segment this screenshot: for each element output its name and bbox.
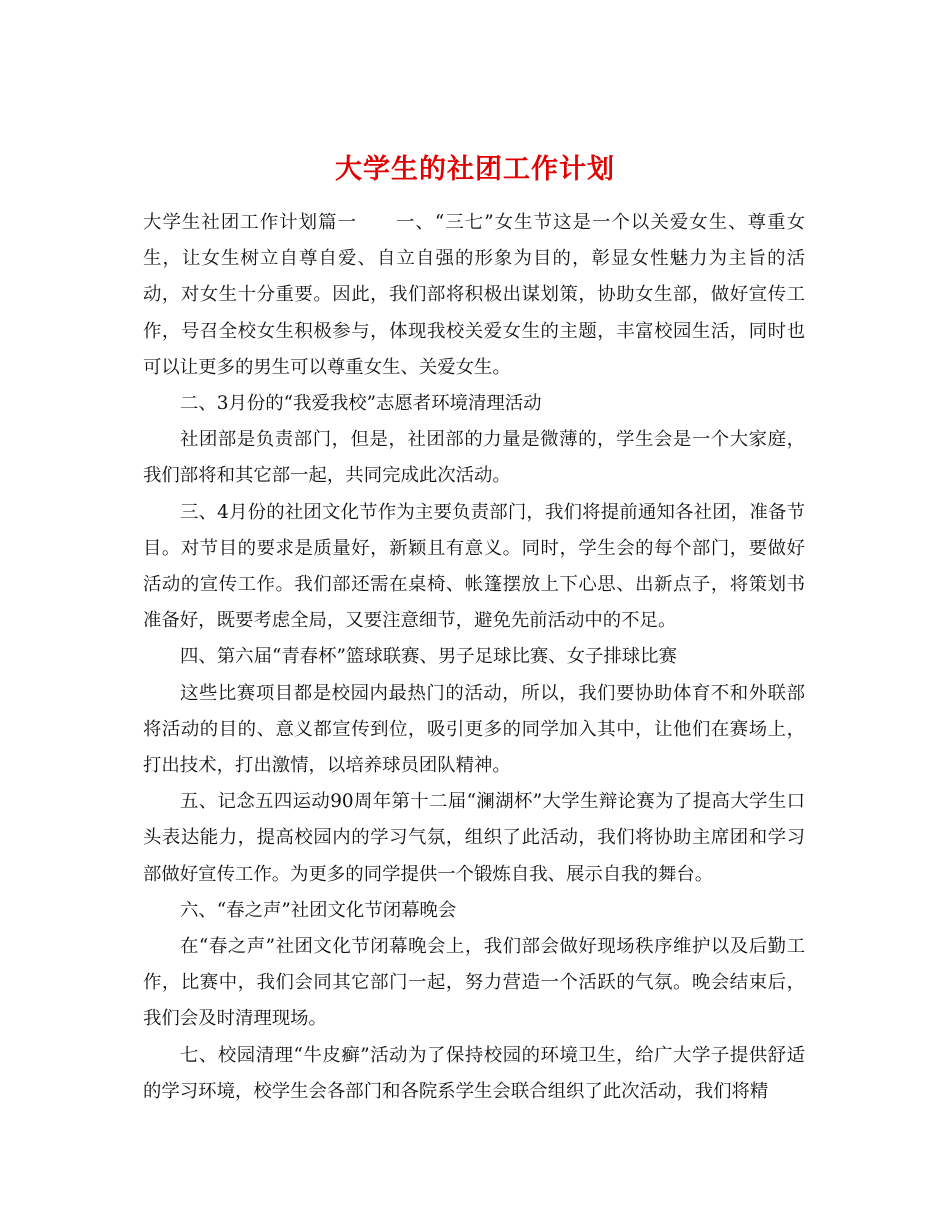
document-title: 大学生的社团工作计划 (335, 154, 615, 186)
paragraph-item-6-heading: 六、“春之声”社团文化节闭幕晚会 (180, 899, 457, 921)
paragraph-item-4-heading: 四、第六届“青春杯”篮球联赛、男子足球比赛、女子排球比赛 (180, 646, 677, 668)
paragraph-intro-item-1: 大学生社团工作计划篇一 一、“三七”女生节这是一个以关爱女生、尊重女生，让女生树立自尊自爱、自立自强的形象为目的，彰显女性魅力为主旨的活动，对女生十分重要。因此，我们部将积极出谋划策，协助女生部，做好宣传工作，号召全校女生积极参与，体现我校关爱女生的主题，丰富校园生活，同时也可以让更多的男生可以尊重女生、关爱女生。 (143, 212, 805, 378)
paragraph-item-7: 七、校园清理“牛皮癣”活动为了保持校园的环境卫生，给广大学子提供舒适的学习环境，校学生会各部门和各院系学生会联合组织了此次活动，我们将精 (143, 1044, 805, 1102)
paragraph-item-5: 五、记念五四运动90周年第十二届“澜湖杯”大学生辩论赛为了提高大学生口头表达能力，提高校园内的学习气氛，组织了此活动，我们将协助主席团和学习部做好宣传工作。为更多的同学提供一个锻炼自我、展示自我的舞台。 (143, 791, 805, 885)
document-body (143, 205, 805, 1110)
paragraph-item-2-heading: 二、3月份的“我爱我校”志愿者环境清理活动 (180, 393, 542, 415)
paragraph-item-3: 三、4月份的社团文化节作为主要负责部门，我们将提前通知各社团，准备节目。对节目的要求是质量好，新颖且有意义。同时，学生会的每个部门，要做好活动的宣传工作。我们部还需在桌椅、帐篷摆放上下心思、出新点子，将策划书准备好，既要考虑全局，又要注意细节，避免先前活动中的不足。 (143, 501, 805, 632)
paragraph-item-4-body: 这些比赛项目都是校园内最热门的活动，所以，我们要协助体育不和外联部将活动的目的、意义都宣传到位，吸引更多的同学加入其中，让他们在赛场上，打出技术，打出激情，以培养球员团队精神。 (143, 682, 805, 777)
paragraph-item-2-body: 社团部是负责部门，但是，社团部的力量是微薄的，学生会是一个大家庭，我们部将和其它部一起，共同完成此次活动。 (143, 429, 805, 487)
paragraph-item-6-body: 在“春之声”社团文化节闭幕晚会上，我们部会做好现场秩序维护以及后勤工作，比赛中，我们会同其它部门一起，努力营造一个活跃的气氛。晚会结束后，我们会及时清理现场。 (143, 936, 805, 1030)
